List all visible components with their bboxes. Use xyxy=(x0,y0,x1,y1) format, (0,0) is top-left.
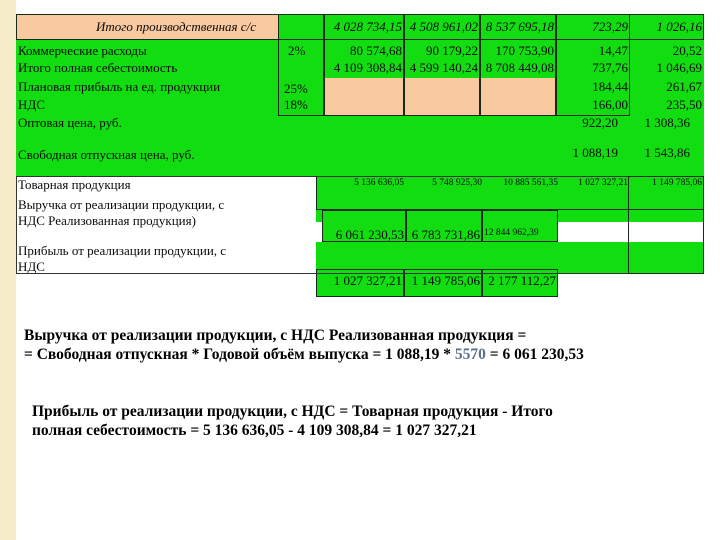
cell-u2: 1 308,36 xyxy=(644,115,690,130)
cell-u1: 166,00 xyxy=(592,97,628,112)
cell-v1: 6 061 230,53 xyxy=(335,227,404,242)
cell-u2: 235,50 xyxy=(666,97,702,112)
cell-v2: 6 783 731,86 xyxy=(411,227,480,242)
formula-revenue-line2 xyxy=(24,345,714,364)
cell-pct: 25% xyxy=(284,81,308,96)
cell-v3: 8 537 695,18 xyxy=(485,19,554,34)
cell-u2: 1 543,86 xyxy=(644,145,690,160)
cell-v2: 4 508 961,02 xyxy=(409,19,478,34)
cell-v1: 4 109 308,84 xyxy=(333,60,402,75)
cell-v1: 5 136 636,05 xyxy=(354,178,404,188)
cell-u2: 20,52 xyxy=(672,43,702,58)
cell-v3: 170 753,90 xyxy=(495,43,554,58)
row-label-line1: Прибыль от реализации продукции, с xyxy=(18,243,227,258)
cell-u1: 1 088,19 xyxy=(572,145,618,160)
formula-profit-line2: полная себестоимость = 5 136 636,05 - 4 109 308,84 = 1 027 327,21 xyxy=(32,422,477,439)
cell-u1: 184,44 xyxy=(592,79,628,94)
cell-pct: 18% xyxy=(284,97,308,112)
formula-revenue-part-a: = Свободная отпускная * Годовой объём выпуска = 1 088,19 * xyxy=(24,346,455,363)
cell-v2: 4 599 140,24 xyxy=(409,60,478,75)
cell-v2: 5 748 925,30 xyxy=(432,178,482,188)
formula-revenue-line1: Выручка от реализации продукции, с НДС Реализованная продукция = xyxy=(24,327,527,344)
cell-u1: 723,29 xyxy=(592,19,628,34)
row-label: Товарная продукция xyxy=(18,177,131,192)
financial-table xyxy=(16,14,704,288)
cell-u1: 1 027 327,21 xyxy=(578,178,628,188)
cell-u2: 1 026,16 xyxy=(656,19,702,34)
cell-pct: 2% xyxy=(288,43,306,58)
formula-revenue xyxy=(24,326,714,364)
cell-u1: 14,47 xyxy=(598,43,628,58)
cell-v1: 80 574,68 xyxy=(350,43,402,58)
annual-volume-value: 5570 xyxy=(454,346,486,363)
formula-revenue-part-c: = 6 061 230,53 xyxy=(485,346,584,363)
row-label: Свободная отпускная цена, руб. xyxy=(18,147,195,162)
cell-v1: 4 028 734,15 xyxy=(333,19,402,34)
row-label: Итого полная себестоимость xyxy=(18,60,178,75)
row-label: НДС xyxy=(18,97,45,112)
row-label-line2: НДС Реализованная продукция) xyxy=(18,213,196,228)
row-label-line2: НДС xyxy=(18,259,45,274)
formula-profit-line1: Прибыль от реализации продукции, с НДС = Товарная продукция - Итого xyxy=(32,403,553,420)
cell-u1: 737,76 xyxy=(592,60,628,75)
row-label: Итого производственная с/с xyxy=(96,19,256,34)
cell-v2: 90 179,22 xyxy=(426,43,478,58)
cell-u2: 261,67 xyxy=(666,79,702,94)
cell-u2: 1 149 785,06 xyxy=(652,178,702,188)
row-label: Оптовая цена, руб. xyxy=(18,115,122,130)
formula-profit xyxy=(32,402,712,440)
cell-u1: 922,20 xyxy=(582,115,618,130)
cell-v3: 2 177 112,27 xyxy=(488,273,556,288)
cell-u2: 1 046,69 xyxy=(656,60,702,75)
row-label: Коммерческие расходы xyxy=(18,43,147,58)
left-decorative-stripe xyxy=(0,0,16,540)
row-label: Плановая прибыль на ед. продукции xyxy=(18,79,221,94)
cell-v3: 10 885 561,35 xyxy=(503,178,558,188)
cell-v3: 8 708 449,08 xyxy=(485,60,554,75)
row-label-line1: Выручка от реализации продукции, с xyxy=(18,197,225,212)
grid-col-right xyxy=(628,176,704,274)
cell-v3: 12 844 962,39 xyxy=(484,228,539,238)
cell-v2: 1 149 785,06 xyxy=(411,273,480,288)
cell-v1: 1 027 327,21 xyxy=(333,273,402,288)
